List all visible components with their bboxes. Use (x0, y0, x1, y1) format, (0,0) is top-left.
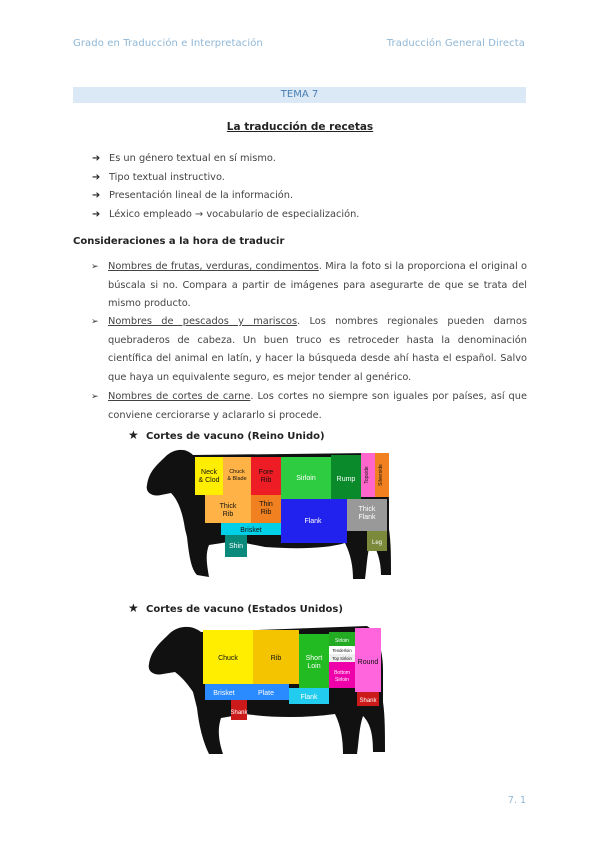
arrow-icon: ➔ (92, 153, 101, 164)
us-label-short-loin: Loin (307, 663, 321, 670)
us-label-brisket: Brisket (213, 690, 235, 697)
uk-label-chuck: & Blade (227, 476, 247, 482)
us-label-shank-rear: Shank (359, 698, 377, 704)
consideration-item: ➢ Nombres de pescados y mariscos. Los nombres regionales pueden darnos quebraderos de cabeza. Un buen truco es retroceder hasta la denominación científica del animal en latín, y hacer la búsqueda desde ahí hasta el español. Salvo que haya un equivalente seguro, es mejor tender al genérico. (91, 313, 527, 387)
header-right: Traducción General Directa (386, 38, 525, 49)
us-label-short-loin: Short (305, 655, 323, 662)
consideration-item: ➢ Nombres de frutas, verduras, condimentos. Mira la foto si la proporciona el original o búscala si no. Compara a partir de imágenes para asegurarte de que se trata del mismo producto. (91, 258, 527, 314)
triangle-bullet-icon: ➢ (91, 392, 99, 402)
uk-label-flank: Flank (304, 518, 322, 525)
arrow-icon: ➔ (92, 190, 101, 201)
uk-beef-cuts-diagram (145, 445, 400, 585)
us-label-bottom-sirloin: Bottom (334, 670, 350, 676)
arrow-icon: ➔ (92, 208, 101, 220)
us-label-chuck: Chuck (218, 655, 238, 662)
uk-label-thick-rib: Thick (219, 503, 237, 510)
us-label-sirloin: Sirloin (335, 638, 349, 644)
uk-label-thin-rib: Rib (260, 509, 272, 516)
us-label-tenderloin: Tenderloin (332, 648, 352, 653)
uk-cut-fore-rib (251, 457, 281, 495)
us-label-top-sirloin: Top Sirloin (332, 656, 352, 661)
uk-label-thin-rib: Thin (259, 501, 273, 508)
triangle-bullet-icon: ➢ (91, 262, 99, 272)
list-item: ➔ Presentación lineal de la información. (92, 187, 359, 206)
us-label-shank-front: Shank (230, 710, 248, 716)
header-left: Grado en Traducción e Interpretación (73, 38, 263, 49)
section-heading: Consideraciones a la hora de traducir (73, 236, 285, 247)
consideration-term: Nombres de pescados y mariscos (108, 316, 298, 327)
star-icon: ★ (128, 601, 139, 615)
us-cuts-heading: ★ Cortes de vacuno (Estados Unidos) (128, 601, 343, 615)
us-label-bottom-sirloin: Sirloin (335, 677, 349, 683)
tema-banner (73, 87, 526, 103)
characteristics-list (92, 150, 359, 224)
page-title: La traducción de recetas (226, 121, 374, 133)
tema-label: TEMA 7 (280, 89, 319, 100)
list-item: ➔ Tipo textual instructivo. (92, 169, 359, 188)
us-label-flank: Flank (300, 694, 318, 701)
page-number: 7. 1 (507, 795, 526, 806)
uk-cut-neck (195, 457, 223, 495)
uk-label-thick-flank: Flank (358, 514, 376, 521)
triangle-bullet-icon: ➢ (91, 317, 99, 327)
consideration-term: Nombres de frutas, verduras, condimentos (108, 261, 319, 272)
uk-label-rump: Rump (336, 476, 356, 483)
uk-label-silverside: Silverside (378, 464, 384, 486)
list-item: ➔ Es un género textual en sí mismo. (92, 150, 359, 169)
uk-label-fore-rib: Fore (258, 469, 274, 476)
list-item: ➔ Léxico empleado → vocabulario de especialización. (92, 206, 359, 225)
star-icon: ★ (128, 428, 139, 442)
uk-label-shin: Shin (228, 543, 244, 550)
uk-label-brisket: Brisket (240, 527, 262, 534)
uk-label-sirloin: Sirloin (296, 475, 316, 482)
us-label-rib: Rib (270, 655, 282, 662)
uk-label-leg: Leg (371, 540, 383, 546)
us-beef-cuts-diagram (145, 620, 400, 760)
us-label-round: Round (357, 659, 379, 666)
us-label-plate: Plate (258, 690, 274, 697)
uk-label-chuck: Chuck (229, 469, 245, 475)
uk-label-neck: & Clod (198, 477, 220, 484)
consideration-item: ➢ Nombres de cortes de carne. Los cortes no siempre son iguales por países, así que conviene cerciorarse y aclararlo si procede. (91, 388, 527, 425)
uk-label-thick-rib: Rib (222, 511, 234, 518)
uk-cuts-heading: ★ Cortes de vacuno (Reino Unido) (128, 428, 325, 442)
uk-label-neck: Neck (201, 469, 217, 476)
arrow-icon: ➔ (92, 171, 101, 183)
consideration-term: Nombres de cortes de carne (108, 391, 251, 402)
uk-label-fore-rib: Rib (260, 477, 272, 484)
uk-label-topside: Topside (364, 466, 370, 484)
uk-label-thick-flank: Thick (358, 506, 376, 513)
